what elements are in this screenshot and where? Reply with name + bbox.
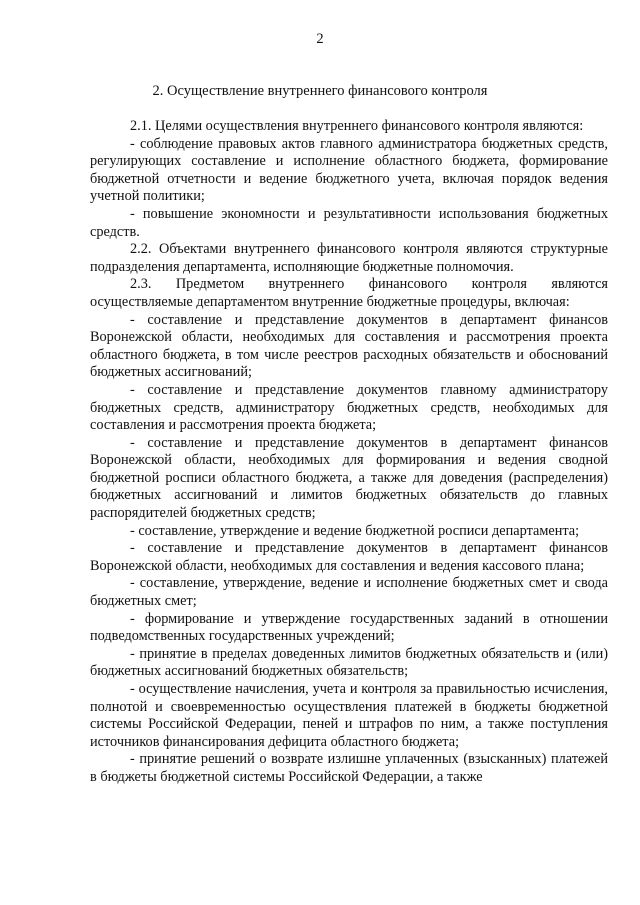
- list-item-cash-plan: - составление и представление документов в департамент финансов Воронежской области, необходимых для составления и ведения кассового плана;: [90, 540, 608, 574]
- list-item-admin-docs: - составление и представление документов главному администратору бюджетных средств, администратору бюджетных средств, необходимых для составления и рассмотрения проекта бюджета;: [90, 381, 608, 434]
- list-item-budget-list: - составление, утверждение и ведение бюджетной росписи департамента;: [130, 522, 580, 539]
- paragraph-2-3: 2.3. Предметом внутреннего финансового контроля являются осуществляемые департаментом внутренние бюджетные процедуры, включая:: [90, 276, 608, 310]
- list-item-budget-list-docs: - составление и представление документов в департамент финансов Воронежской области, необходимых для формирования и ведения сводной бюджетной росписи областного бюджета, а также для доведения (распределения) бюджетных ассигнований и лимитов бюджетных обязательств до главных распорядителей бюджетных средств;: [90, 434, 608, 522]
- paragraph-2-1: 2.1. Целями осуществления внутреннего финансового контроля являются:: [130, 118, 584, 134]
- page-number: 2: [316, 31, 324, 47]
- paragraph-2-2: 2.2. Объектами внутреннего финансового контроля являются структурные подразделения департамента, исполняющие бюджетные полномочия.: [90, 241, 608, 275]
- list-item-efficiency: - повышение экономности и результативности использования бюджетных средств.: [90, 205, 608, 240]
- section-body: [90, 118, 608, 787]
- list-item-budget-draft-docs: - составление и представление документов в департамент финансов Воронежской области, необходимых для составления и рассмотрения проекта областного бюджета, в том числе реестров расходных обязательств и обоснований бюджетных ассигнований;: [90, 311, 608, 381]
- list-item-payments-control: - осуществление начисления, учета и контроля за правильностью исчисления, полнотой и своевременностью осуществления платежей в бюджеты бюджетной системы Российской Федерации, пеней и штрафов по ним, а также поступления источников финансирования дефицита областного бюджета;: [90, 681, 608, 750]
- list-item-compliance: - соблюдение правовых актов главного администратора бюджетных средств, регулирующих составление и исполнение областного бюджета, формирование бюджетной отчетности и ведение бюджетного учета, включая порядок ведения учетной политики;: [90, 135, 608, 205]
- list-item-refunds: - принятие решений о возврате излишне уплаченных (взысканных) платежей в бюджеты бюджетной системы Российской Федерации, а также: [90, 751, 608, 785]
- list-item-state-tasks: - формирование и утверждение государственных заданий в отношении подведомственных государственных учреждений;: [90, 610, 608, 645]
- section-title: 2. Осуществление внутреннего финансового контроля: [152, 83, 488, 99]
- list-item-obligations: - принятие в пределах доведенных лимитов бюджетных обязательств и (или) бюджетных ассигнований бюджетных обязательств;: [90, 645, 608, 680]
- list-item-estimates: - составление, утверждение, ведение и исполнение бюджетных смет и свода бюджетных смет;: [90, 575, 608, 610]
